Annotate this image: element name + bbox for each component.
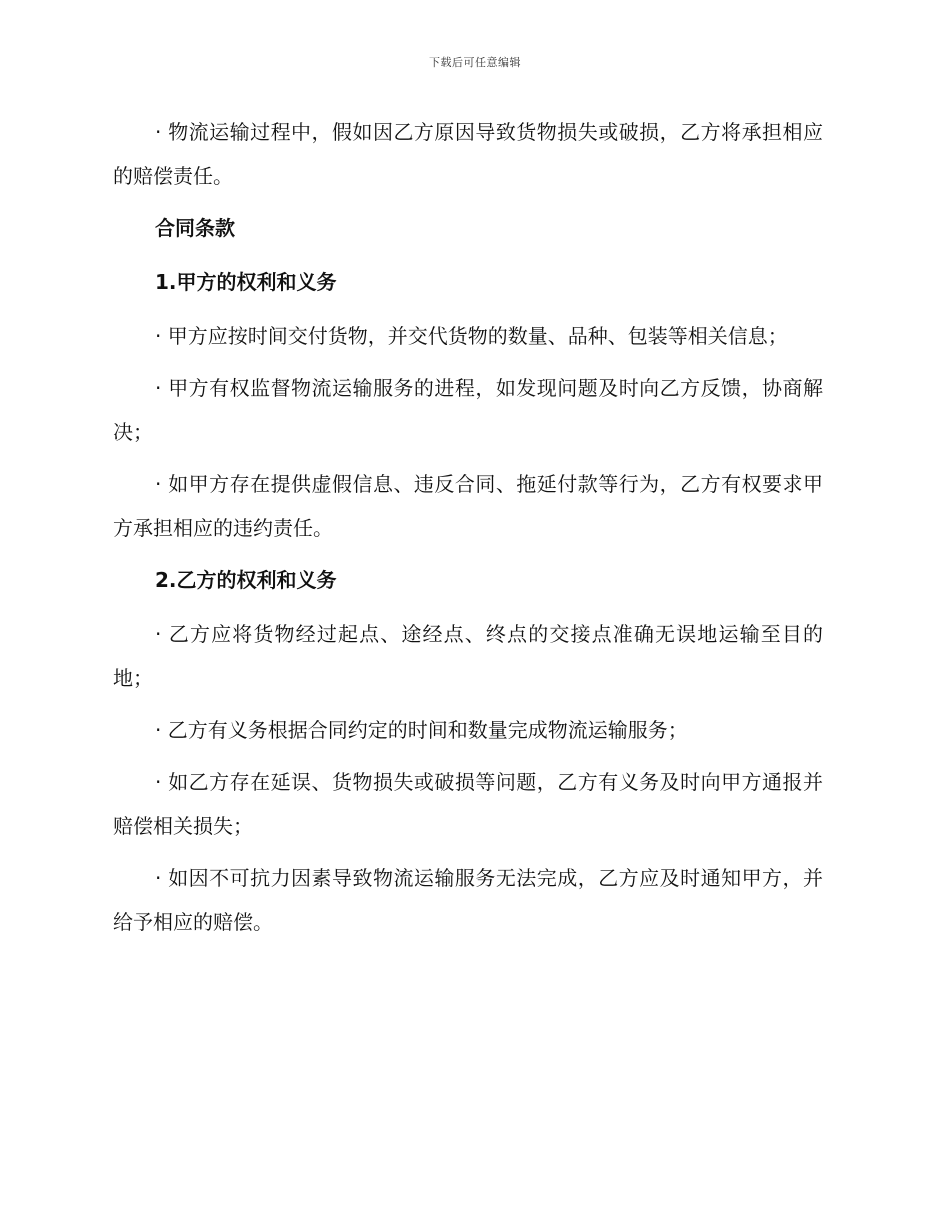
section-heading-contract-terms: 合同条款 [155, 216, 235, 240]
paragraph-party-a-breach: · 如甲方存在提供虚假信息、违反合同、拖延付款等行为，乙方有权要求甲方承担相应的违约责任。 [113, 472, 823, 540]
paragraph-party-b-delay: · 如乙方存在延误、货物损失或破损等问题，乙方有义务及时向甲方通报并赔偿相关损失； [113, 770, 823, 838]
paragraph-cargo-loss-liability: · 物流运输过程中，假如因乙方原因导致货物损失或破损，乙方将承担相应的赔偿责任。 [113, 120, 823, 188]
paragraph-party-a-supervision: · 甲方有权监督物流运输服务的进程，如发现问题及时向乙方反馈，协商解决； [113, 376, 823, 444]
paragraph-party-b-service: · 乙方有义务根据合同约定的时间和数量完成物流运输服务； [155, 718, 688, 742]
paragraph-party-a-delivery: · 甲方应按时间交付货物，并交代货物的数量、品种、包装等相关信息； [155, 324, 788, 348]
paragraph-force-majeure: · 如因不可抗力因素导致物流运输服务无法完成，乙方应及时通知甲方，并给予相应的赔偿。 [113, 866, 823, 934]
subheading-party-a-rights: 1.甲方的权利和义务 [155, 270, 337, 294]
paragraph-party-b-transport: · 乙方应将货物经过起点、途经点、终点的交接点准确无误地运输至目的地； [113, 622, 823, 690]
page-header: 下载后可任意编辑 [429, 56, 521, 69]
document-body [113, 110, 823, 952]
subheading-party-b-rights: 2.乙方的权利和义务 [155, 568, 337, 592]
